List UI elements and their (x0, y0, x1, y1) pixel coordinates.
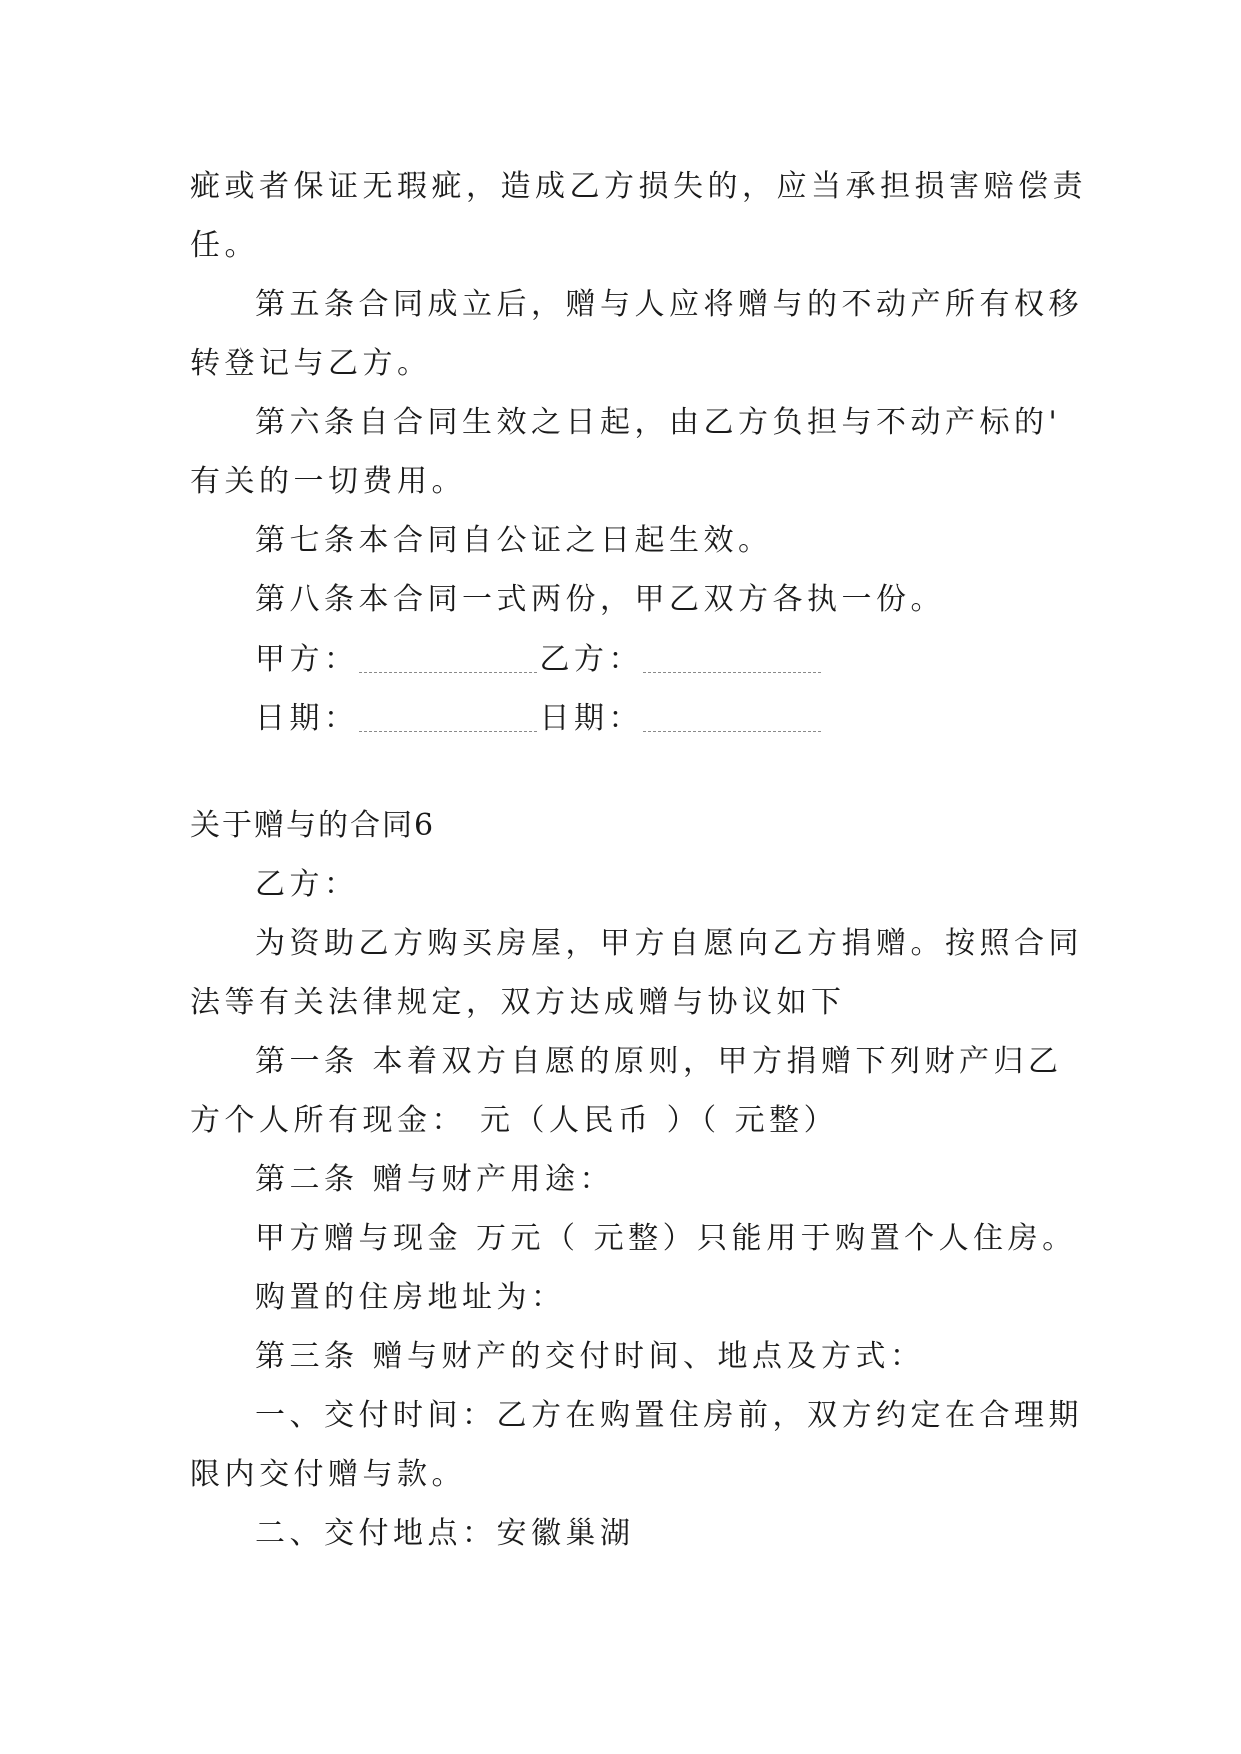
paragraph-line: 二、交付地点：安徽巢湖 (255, 1516, 635, 1551)
party-b-label: 乙方： (539, 642, 643, 677)
paragraph-line: 一、交付时间：乙方在购置住房前，双方约定在合理期 (255, 1398, 1083, 1433)
paragraph-line: 甲方赠与现金 万元（ 元整）只能用于购置个人住房。 (255, 1221, 1077, 1256)
paragraph-line: 第二条 赠与财产用途： (255, 1162, 615, 1197)
section-title: 关于赠与的合同6 (190, 808, 436, 843)
paragraph-line: 方个人所有现金： 元（人民币 ）（ 元整） (190, 1103, 839, 1138)
paragraph-line: 第八条本合同一式两份，甲乙双方各执一份。 (255, 582, 945, 617)
paragraph-line: 乙方： (255, 867, 359, 902)
paragraph-line: 第五条合同成立后，赠与人应将赠与的不动产所有权移 (255, 287, 1083, 322)
paragraph-line: 第七条本合同自公证之日起生效。 (255, 523, 773, 558)
paragraph-line: 限内交付赠与款。 (190, 1457, 466, 1492)
paragraph-line: 疵或者保证无瑕疵，造成乙方损失的，应当承担损害赔偿责 (190, 169, 1087, 204)
signature-row-parties (255, 640, 824, 680)
paragraph-line: 有关的一切费用。 (190, 464, 466, 499)
date-b-blank (643, 729, 821, 732)
date-b-label: 日期： (539, 701, 643, 736)
paragraph-line: 第一条 本着双方自愿的原则，甲方捐赠下列财产归乙 (255, 1044, 1063, 1079)
paragraph-line: 为资助乙方购买房屋，甲方自愿向乙方捐赠。按照合同 (255, 926, 1083, 961)
party-a-blank (359, 670, 537, 673)
date-a-blank (359, 729, 537, 732)
signature-row-dates (255, 699, 824, 739)
date-a-label: 日期： (255, 701, 359, 736)
paragraph-line: 购置的住房地址为： (255, 1280, 566, 1315)
party-b-blank (643, 670, 821, 673)
paragraph-line: 转登记与乙方。 (190, 346, 432, 381)
paragraph-line: 法等有关法律规定，双方达成赠与协议如下 (190, 985, 846, 1020)
party-a-label: 甲方： (255, 642, 359, 677)
paragraph-line: 第六条自合同生效之日起，由乙方负担与不动产标的' (255, 405, 1062, 440)
paragraph-line: 任。 (190, 228, 259, 263)
paragraph-line: 第三条 赠与财产的交付时间、地点及方式： (255, 1339, 925, 1374)
